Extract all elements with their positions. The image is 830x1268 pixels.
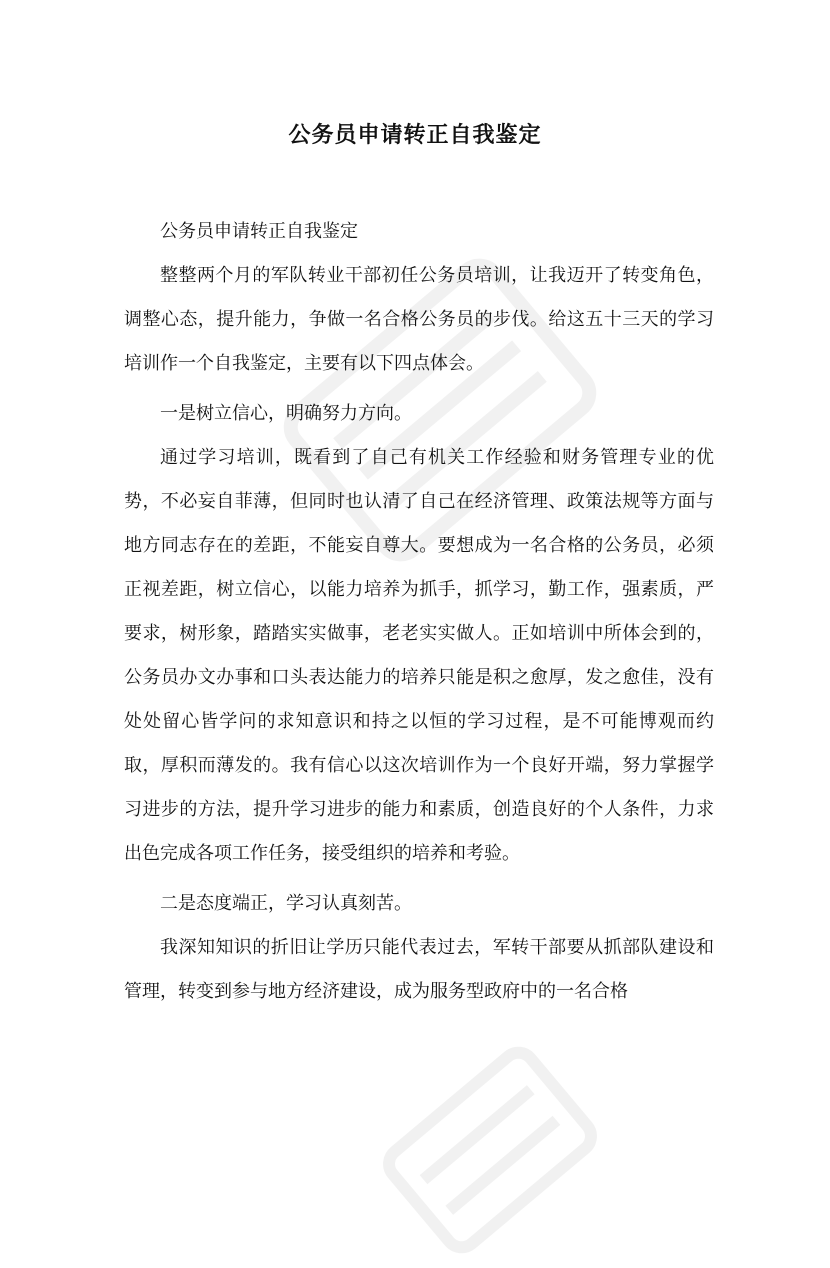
paragraph: 我深知知识的折旧让学历只能代表过去，军转干部要从抓部队建设和管理，转变到参与地方经济建设，成为服务型政府中的一名合格	[124, 937, 714, 1002]
paragraph-subtitle: 公务员申请转正自我鉴定	[160, 221, 358, 242]
page-title: 公务员申请转正自我鉴定	[288, 123, 542, 148]
document-body	[124, 210, 714, 1020]
watermark-logo-bottom	[368, 1032, 611, 1268]
section-heading-2: 二是态度端正，学习认真刻苦。	[160, 893, 412, 914]
paragraph: 整整两个月的军队转业干部初任公务员培训，让我迈开了转变角色，调整心态，提升能力，争做一名合格公务员的步伐。给这五十三天的学习培训作一个自我鉴定，主要有以下四点体会。	[124, 265, 714, 374]
paragraph: 通过学习培训，既看到了自己有机关工作经验和财务管理专业的优势，不必妄自菲薄，但同时也认清了自己在经济管理、政策法规等方面与地方同志存在的差距，不能妄自尊大。要想成为一名合格的公务员，必须正视差距，树立信心，以能力培养为抓手，抓学习，勤工作，强素质，严要求，树形象，踏踏实实做事，老老实实做人。正如培训中所体会到的，公务员办文办事和口头表达能力的培养只能是积之愈厚，发之愈佳，没有处处留心皆学问的求知意识和持之以恒的学习过程，是不可能博观而约取，厚积而薄发的。我有信心以这次培训作为一个良好开端，努力掌握学习进步的方法，提升学习进步的能力和素质，创造良好的个人条件，力求出色完成各项工作任务，接受组织的培养和考验。	[124, 447, 714, 864]
section-heading-1: 一是树立信心，明确努力方向。	[160, 403, 412, 424]
